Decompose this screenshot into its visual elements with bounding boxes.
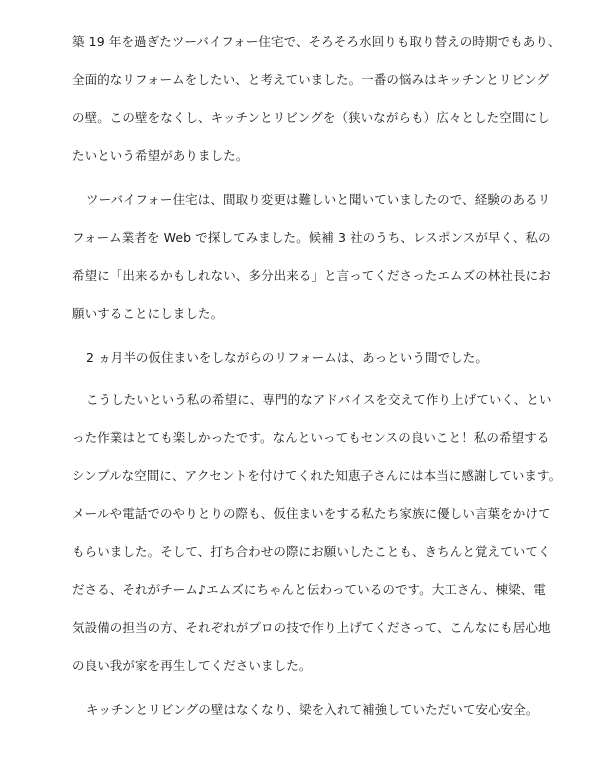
paragraph-2-line-4: 願いすることにしました。 <box>72 306 224 321</box>
paragraph-1-line-1: 築 19 年を過ぎたツーバイフォー住宅で、そろそろ水回りも取り替えの時期でもあり、 <box>72 34 561 49</box>
paragraph-4-line-3: シンプルな空間に、アクセントを付けてくれた知恵子さんには本当に感謝しています。 <box>72 468 562 483</box>
paragraph-3-line-1: 2 ヵ月半の仮住まいをしながらのリフォームは、あっという間でした。 <box>86 350 488 365</box>
paragraph-1-line-4: たいという希望がありました。 <box>72 148 249 163</box>
paragraph-4-line-6: ださる、それがチーム♪エムズにちゃんと伝わっているのです。大工さん、棟梁、電 <box>72 582 546 597</box>
paragraph-5-line-1: キッチンとリビングの壁はなくなり、梁を入れて補強していただいて安心安全。 <box>86 702 539 717</box>
paragraph-2-line-2: フォーム業者を Web で探してみました。候補 3 社のうち、レスポンスが早く、私の <box>72 230 551 245</box>
paragraph-1-line-3: の壁。この壁をなくし、キッチンとリビングを（狭いながらも）広々とした空間にし <box>72 110 550 125</box>
paragraph-4-line-8: の良い我が家を再生してくださいました。 <box>72 658 312 673</box>
paragraph-4-line-2: った作業はとても楽しかったです。なんといってもセンスの良いこと！私の希望する <box>72 430 550 445</box>
paragraph-1-line-2: 全面的なリフォームをしたい、と考えていました。一番の悩みはキッチンとリビング <box>72 72 550 87</box>
paragraph-4-line-7: 気設備の担当の方、それぞれがプロの技で作り上げてくださって、こんなにも居心地 <box>72 620 551 635</box>
paragraph-2-line-1: ツーバイフォー住宅は、間取り変更は難しいと聞いていましたので、経験のあるリ <box>86 192 551 207</box>
paragraph-4-line-1: こうしたいという私の希望に、専門的なアドバイスを交えて作り上げていく、とい <box>86 392 552 407</box>
paragraph-4-line-4: メールや電話でのやりとりの際も、仮住まいをする私たち家族に優しい言葉をかけて <box>72 506 551 521</box>
paragraph-2-line-3: 希望に「出来るかもしれない、多分出来る」と言ってくださったエムズの林社長にお <box>72 268 551 283</box>
paragraph-4-line-5: もらいました。そして、打ち合わせの際にお願いしたことも、きちんと覚えていてく <box>72 544 551 559</box>
